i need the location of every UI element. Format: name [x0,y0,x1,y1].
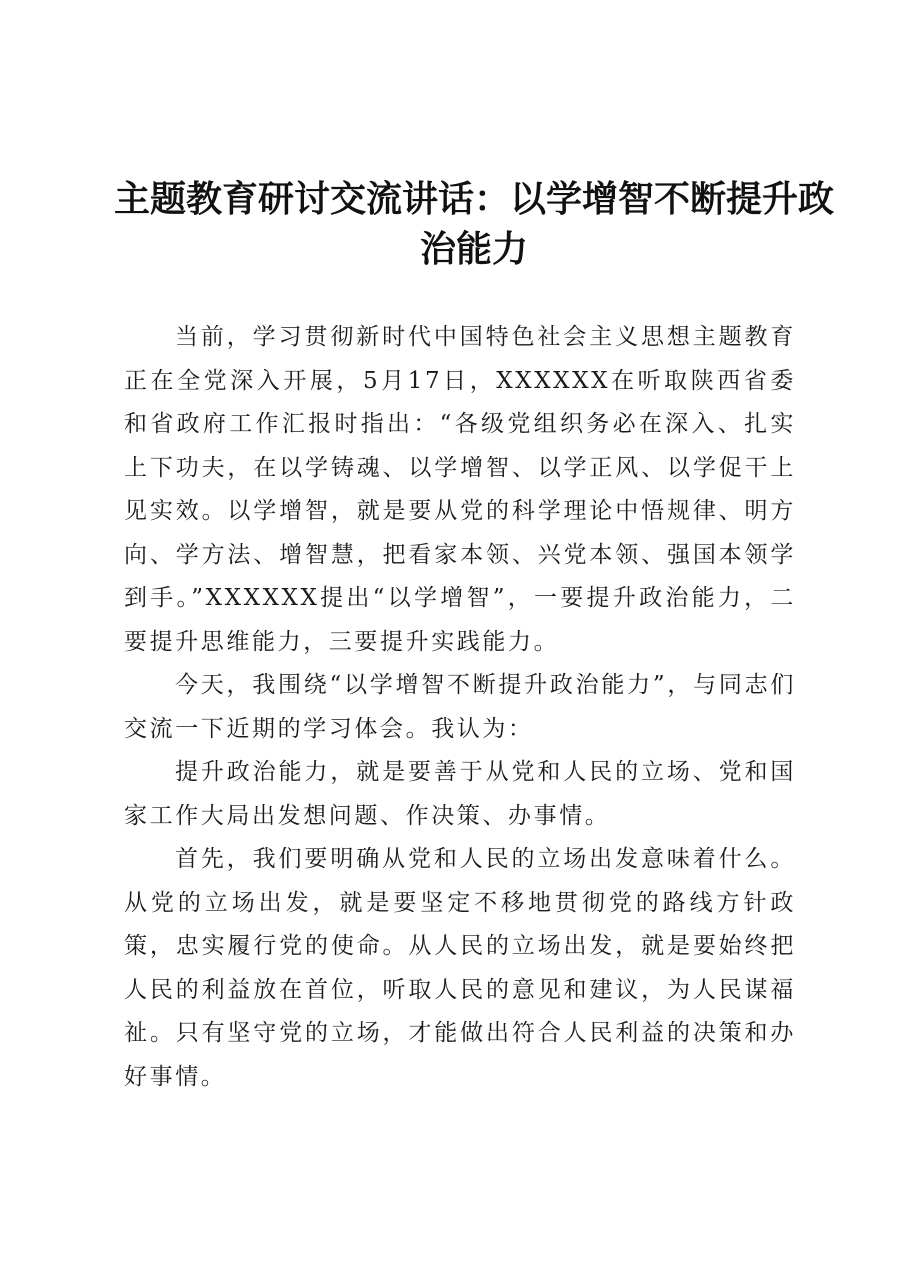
document-body [124,316,796,1099]
paragraph-2: 今天，我围绕“以学增智不断提升政治能力”，与同志们交流一下近期的学习体会。我认为： [124,672,796,742]
paragraph-4: 首先，我们要明确从党和人民的立场出发意味着什么。从党的立场出发，就是要坚定不移地贯彻党的路线方针政策，忠实履行党的使命。从人民的立场出发，就是要始终把人民的利益放在首位，听取人民的意见和建议，为人民谋福祉。只有坚守党的立场，才能做出符合人民利益的决策和办好事情。 [124,846,796,1090]
paragraph-3: 提升政治能力，就是要善于从党和人民的立场、党和国家工作大局出发想问题、作决策、办事情。 [124,759,796,829]
paragraph-1: 当前，学习贯彻新时代中国特色社会主义思想主题教育正在全党深入开展，5月17日，XXXXXX在听取陕西省委和省政府工作汇报时指出：“各级党组织务必在深入、扎实上下功夫，在以学铸魂、以学增智、以学正风、以学促干上见实效。以学增智，就是要从党的科学理论中悟规律、明方向、学方法、增智慧，把看家本领、兴党本领、强国本领学到手。”XXXXXX提出“以学增智”，一要提升政治能力，二要提升思维能力，三要提升实践能力。 [124,324,796,655]
document-title: 主题教育研讨交流讲话：以学增智不断提升政治能力 [113,178,834,270]
